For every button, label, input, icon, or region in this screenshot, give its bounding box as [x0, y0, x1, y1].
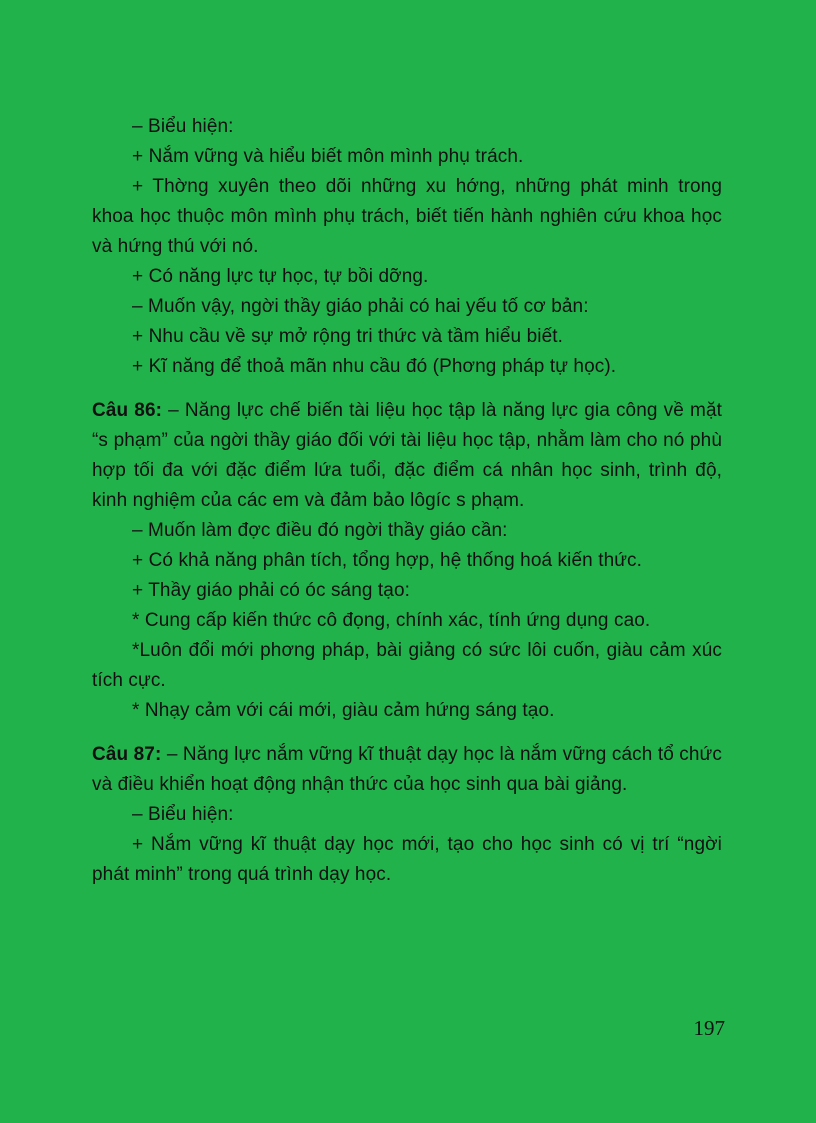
line-muon-vay: – Muốn vậy, ngời thầy giáo phải có hai yếu tố cơ bản: — [132, 296, 589, 317]
question-86-text: – Năng lực chế biến tài liệu học tập là năng lực gia công về mặt “s phạm” của ngời thầy giáo đối với tài liệu học tập, nhằm làm cho nó phù hợp tối đa với đặc điểm lứa tuổi, đặc điểm cá nhân học sinh, trình độ, kinh nghiệm của các em và đảm bảo lôgíc s phạm. — [92, 400, 722, 511]
line-nhu-cau: + Nhu cầu về sự mở rộng tri thức và tầm hiểu biết. — [132, 326, 563, 347]
line-tu-hoc: + Có năng lực tự học, tự bồi dỡng. — [132, 266, 429, 287]
line-cung-cap: * Cung cấp kiến thức cô đọng, chính xác, tính ứng dụng cao. — [132, 610, 651, 631]
line-doi-moi: *Luôn đổi mới phơng pháp, bài giảng có sức lôi cuốn, giàu cảm xúc tích cực. — [92, 640, 722, 691]
line-nhay-cam: * Nhạy cảm với cái mới, giàu cảm hứng sáng tạo. — [132, 700, 555, 721]
line-sang-tao: + Thầy giáo phải có óc sáng tạo: — [132, 580, 411, 601]
page-body — [92, 112, 722, 890]
question-87 — [92, 740, 722, 800]
line-ki-thuat: + Nắm vững kĩ thuật dạy học mới, tạo cho học sinh có vị trí “ngời phát minh” trong quá trình dạy học. — [92, 834, 722, 885]
line-phan-tich: + Có khả năng phân tích, tổng hợp, hệ thống hoá kiến thức. — [132, 550, 643, 571]
line-bieu-hien: – Biểu hiện: — [132, 116, 234, 137]
line-thuong-xuyen: + Thờng xuyên theo dõi những xu hớng, những phát minh trong khoa học thuộc môn mình phụ trách, biết tiến hành nghiên cứu khoa học và hứng thú với nó. — [92, 176, 722, 257]
question-86-label: Câu 86: — [92, 400, 163, 421]
line-bieu-hien-2: – Biểu hiện: — [132, 804, 234, 825]
page-number: 197 — [693, 1016, 725, 1040]
line-ki-nang: + Kĩ năng để thoả mãn nhu cầu đó (Phơng pháp tự học). — [132, 356, 617, 377]
question-87-label: Câu 87: — [92, 744, 162, 765]
question-86 — [92, 396, 722, 516]
line-muon-lam: – Muốn làm đợc điều đó ngời thầy giáo cần: — [132, 520, 508, 541]
question-87-text: – Năng lực nắm vững kĩ thuật dạy học là nắm vững cách tổ chức và điều khiển hoạt động nhận thức của học sinh qua bài giảng. — [92, 744, 722, 795]
line-nam-vung: + Nắm vững và hiểu biết môn mình phụ trách. — [132, 146, 524, 167]
